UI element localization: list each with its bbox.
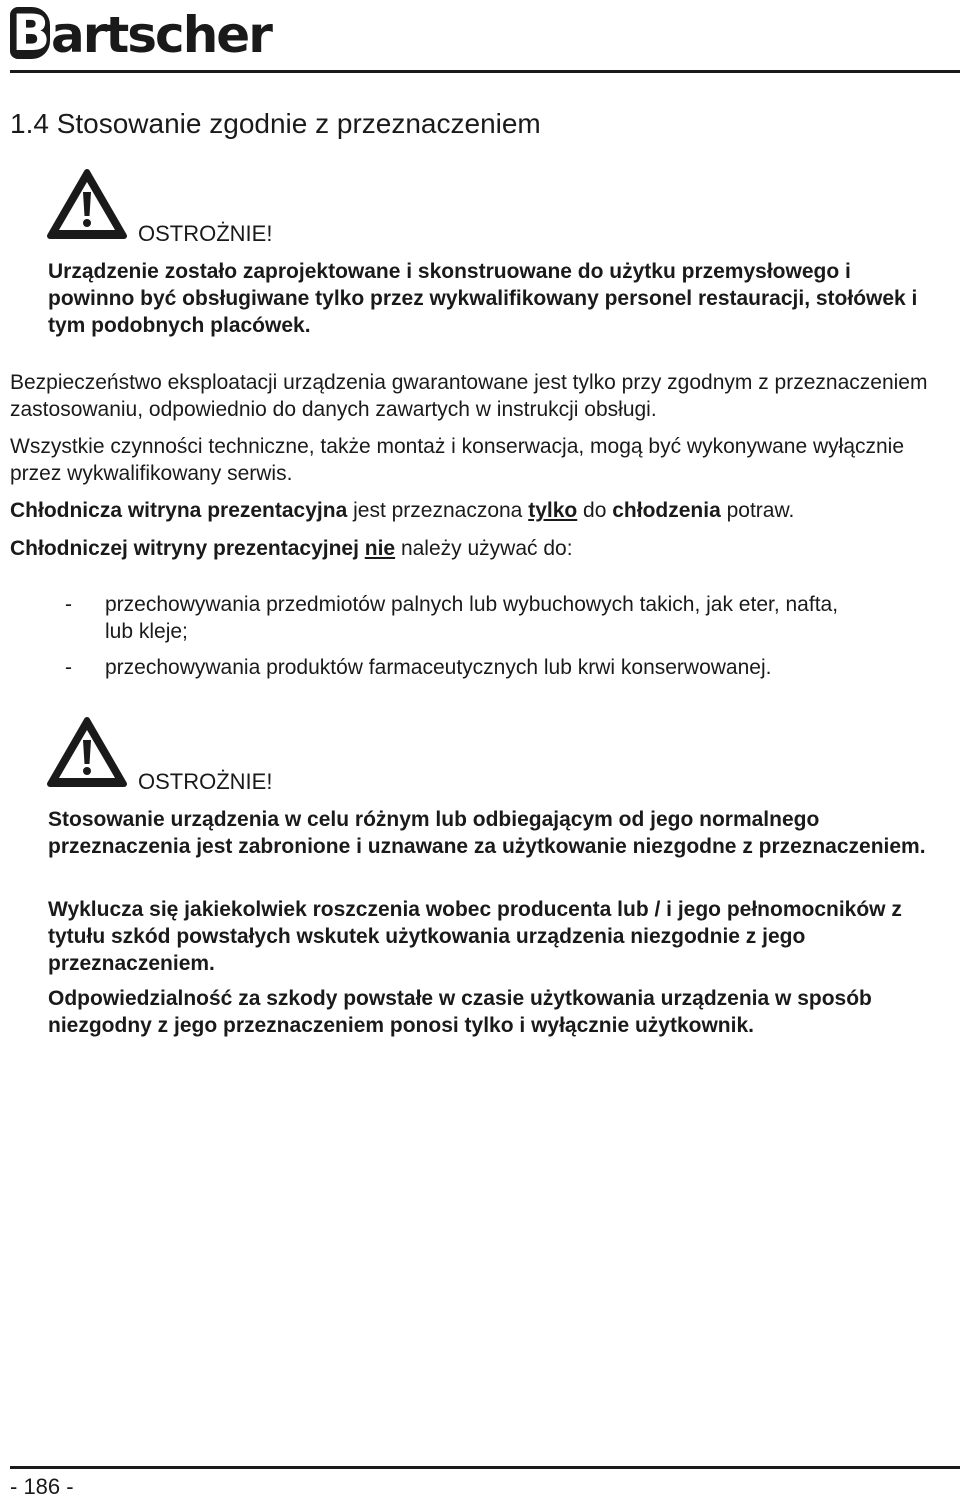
warning-text: Stosowanie urządzenia w celu różnym lub odbiegającym od jego normalnego przeznaczenia jest zabronione i uznawane za użytkowanie niezgodne z przeznaczeniem. <box>48 808 926 858</box>
warning-label: OSTROŻNIE! <box>138 221 273 246</box>
paragraph-purpose: Chłodnicza witryna prezentacyjna jest przeznaczona tylko do chłodzenia potraw. <box>10 499 795 522</box>
header-rule <box>10 70 960 73</box>
device-name: Chłodniczej witryny prezentacyjnej <box>10 537 359 560</box>
section-heading: 1.4 Stosowanie zgodnie z przeznaczeniem <box>10 108 541 139</box>
device-name: Chłodnicza witryna prezentacyjna <box>10 499 348 522</box>
emphasis-cooling: chłodzenia <box>612 499 721 522</box>
list-item <box>65 654 865 681</box>
brand-logo <box>10 4 271 66</box>
paragraph-safety: Bezpieczeństwo eksploatacji urządzenia gwarantowane jest tylko przy zgodnym z przeznaczeniem zastosowaniu, odpowiednio do danych zawartych w instrukcji obsługi. <box>10 371 928 421</box>
warning-label: OSTROŻNIE! <box>138 769 273 794</box>
emphasis-not: nie <box>364 537 396 560</box>
warning-text: Wyklucza się jakiekolwiek roszczenia wobec producenta lub / i jego pełnomocników z tytułu szkód powstałych wskutek użytkowania urządzenia niezgodnie z jego przeznaczeniem. <box>48 898 902 975</box>
warning-text: Odpowiedzialność za szkody powstałe w czasie użytkowania urządzenia w sposób niezgodny z jego przeznaczeniem ponosi tylko i wyłącznie użytkownik. <box>48 987 872 1037</box>
page-number: - 186 - <box>10 1474 74 1499</box>
brand-logo-text: artscher <box>51 6 271 64</box>
paragraph-prohibited: Chłodniczej witryny prezentacyjnej nie należy używać do: <box>10 537 573 560</box>
warning-text: Urządzenie zostało zaprojektowane i skonstruowane do użytku przemysłowego i powinno być obsługiwane tylko przez wykwalifikowany personel restauracji, stołówek i tym podobnych placówek. <box>48 260 918 337</box>
list-item-text: przechowywania produktów farmaceutycznych lub krwi konserwowanej. <box>105 656 772 679</box>
warning-triangle-icon <box>46 168 128 240</box>
list-dash: - <box>65 593 72 616</box>
list-item <box>65 591 865 645</box>
brand-logo-mark: B <box>11 4 49 62</box>
list-item-text: przechowywania przedmiotów palnych lub wybuchowych takich, jak eter, nafta, lub kleje; <box>105 593 839 643</box>
list-dash: - <box>65 656 72 679</box>
paragraph-technical: Wszystkie czynności techniczne, także montaż i konserwacja, mogą być wykonywane wyłącznie przez wykwalifikowany serwis. <box>10 435 905 485</box>
footer-rule <box>10 1466 960 1469</box>
warning-triangle-icon <box>46 716 128 788</box>
emphasis-only: tylko <box>528 499 578 522</box>
